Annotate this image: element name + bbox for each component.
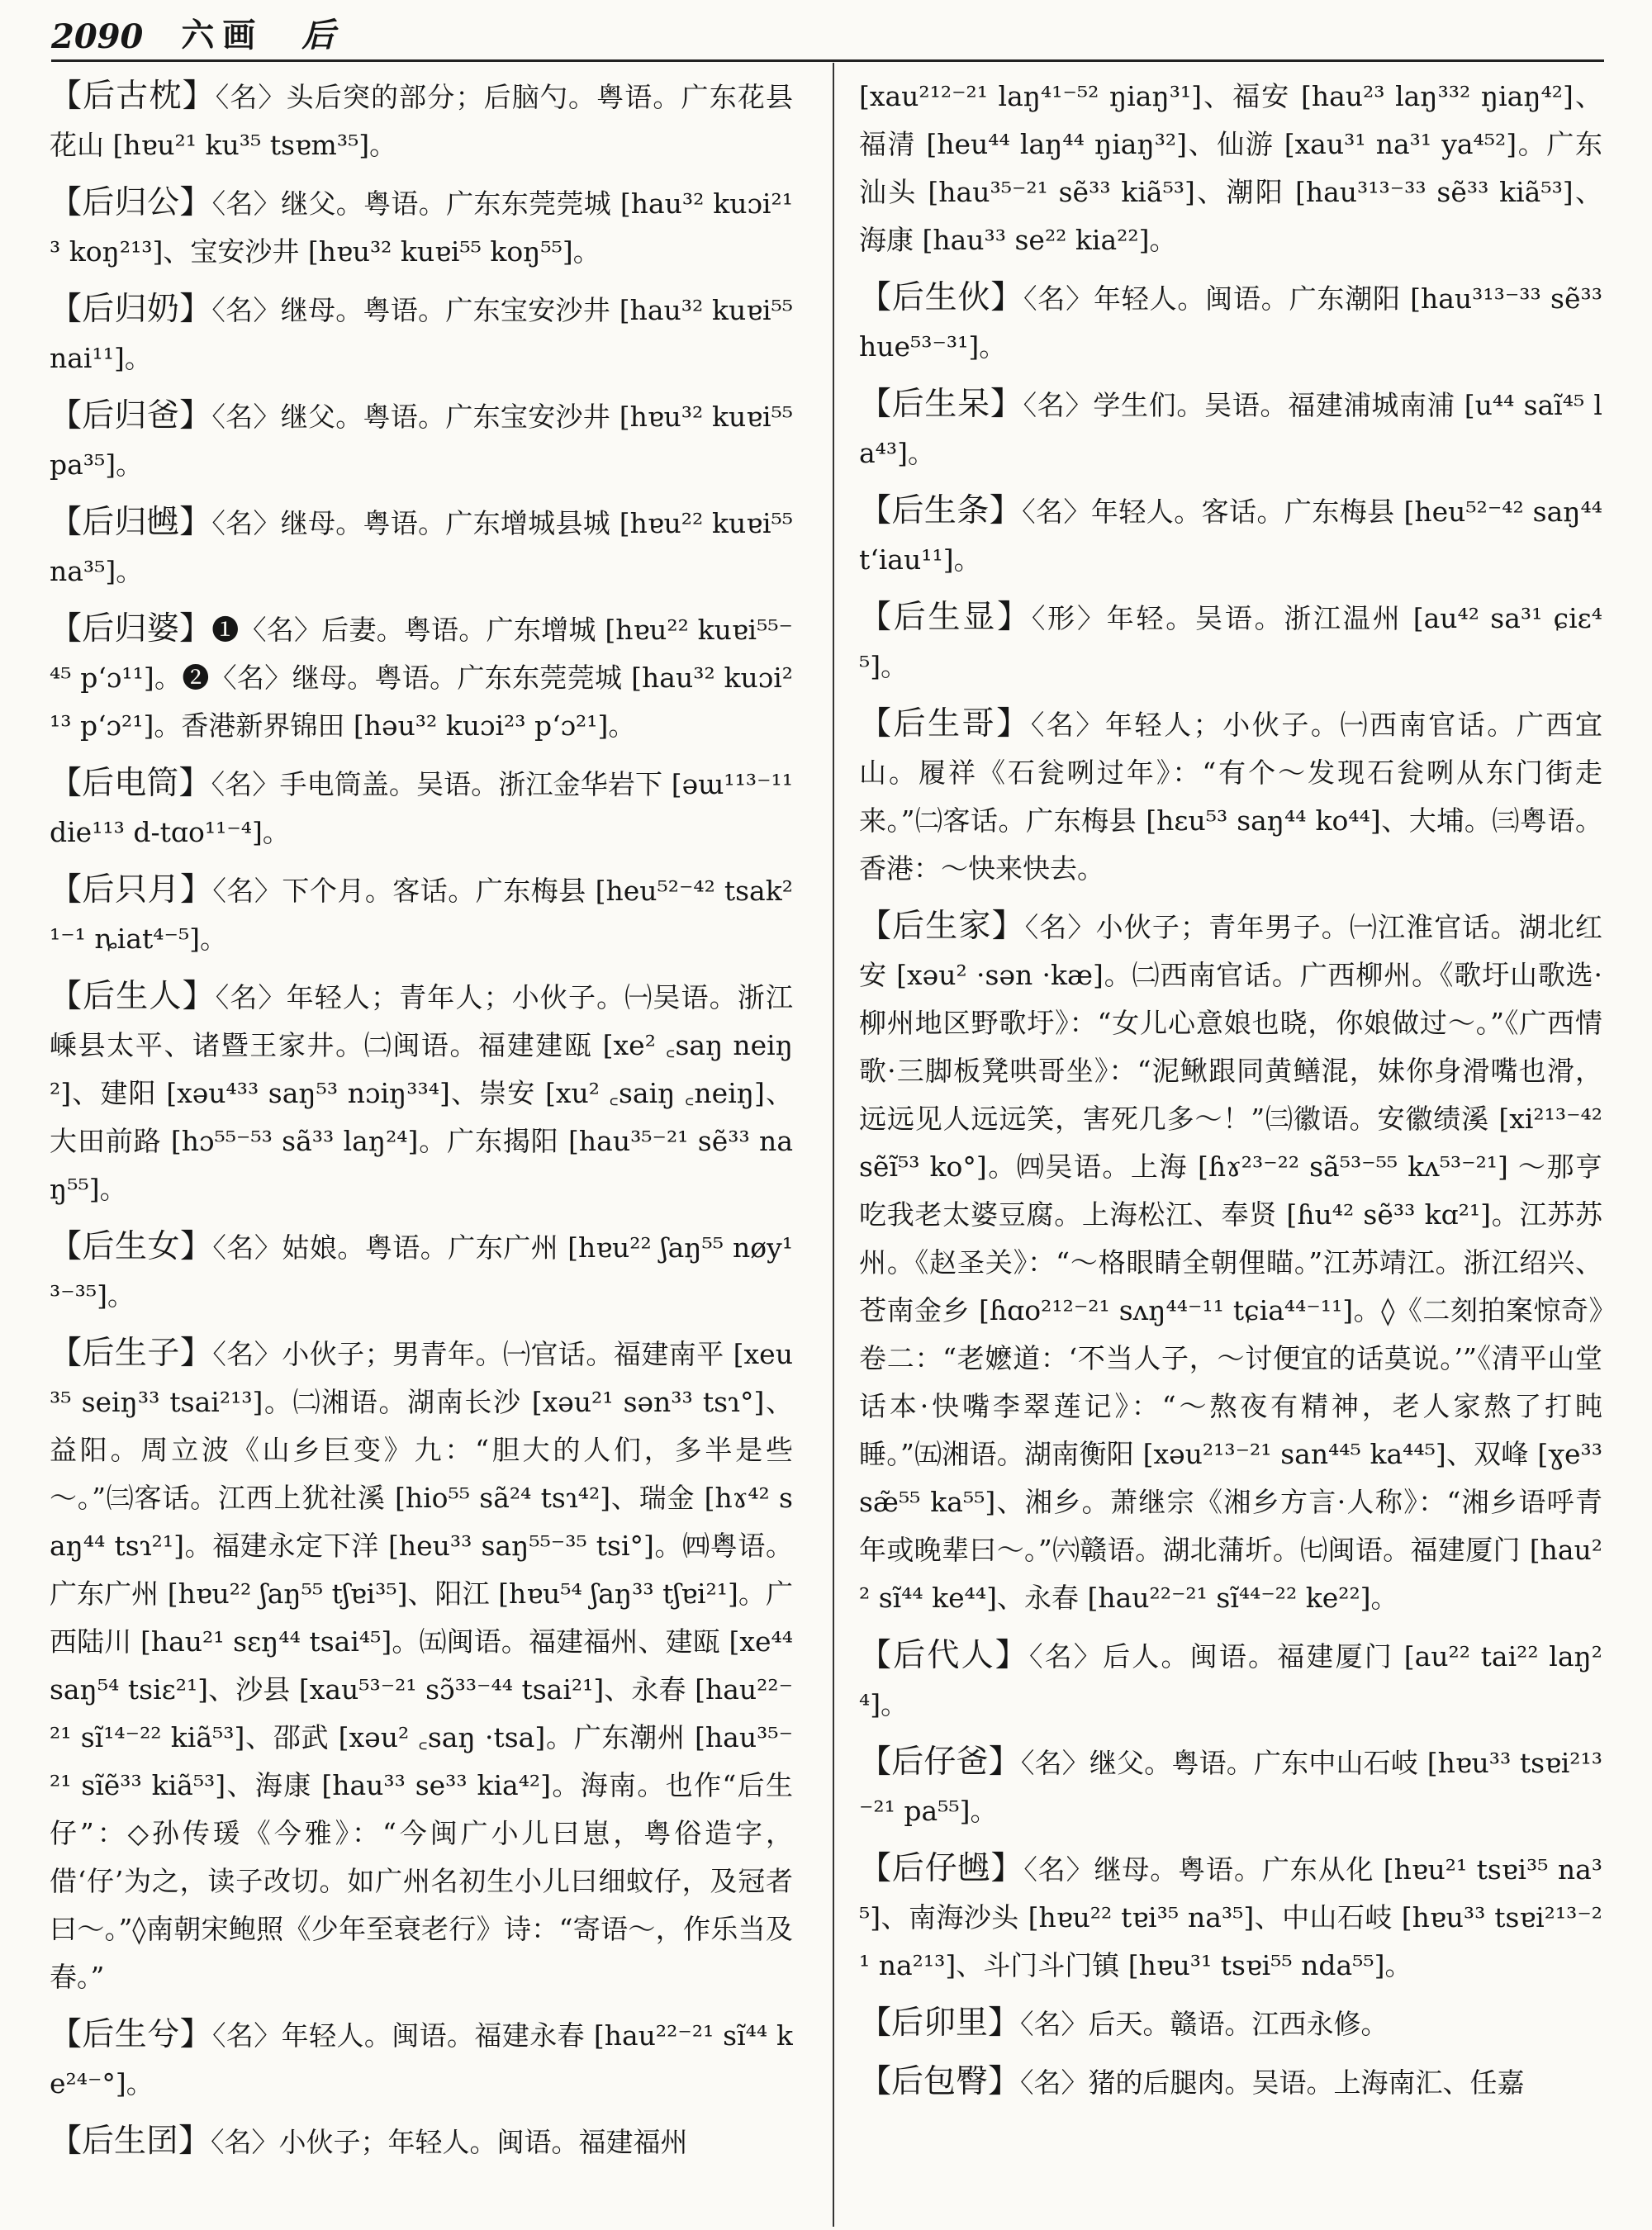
entry-body: 〈名〉后人。闽语。福建厦门 [au²² tai²² laŋ²⁴]。 [859, 1640, 1602, 1720]
entry-headword: 【 后仔爸 】 [859, 1744, 1021, 1781]
entry-body: 〈名〉继母。粤语。广东从化 [hɐu²¹ tsɐi³⁵ na³⁵]、南海沙头 [hɐu²² tɐi³⁵ na³⁵]、中山石岐 [hɐu³³ tsɐi²¹³⁻²¹ na²¹³]、斗门斗门镇 [hɐu³¹ tsɐi⁵⁵ nda⁵⁵]。 [859, 1853, 1602, 1981]
entry-continuation [859, 73, 1602, 264]
dictionary-entry [50, 973, 793, 1213]
entry-body: 〈名〉年轻人；青年人；小伙子。㈠吴语。浙江嵊县太平、诸暨王家井。㈡闽语。福建建瓯 [xe² ꜀saŋ neiŋ²]、建阳 [xəu⁴³³ saŋ⁵³ nɔiŋ³³⁴]、崇安 [xu² ꜀saiŋ ꜀neiŋ]、大田前路 [hɔ⁵⁵⁻⁵³ sã³³ laŋ²⁴]。广东揭阳 [hau³⁵⁻²¹ sẽ³³ naŋ⁵⁵]。 [50, 981, 793, 1205]
right-column [859, 73, 1602, 2220]
dictionary-entry [859, 1739, 1602, 1835]
entry-headword: 【 后生伙 】 [859, 279, 1023, 316]
dictionary-entry [859, 903, 1602, 1622]
dictionary-entry [50, 1223, 793, 1320]
entry-body: 〈名〉继父。粤语。广东中山石岐 [hɐu³³ tsɐi²¹³⁻²¹ pa⁵⁵]。 [859, 1747, 1602, 1827]
entry-body: 〈名〉小伙子；青年男子。㈠江淮官话。湖北红安 [xəu² ·sən ·kæ]。㈡西南官话。广西柳州。《歌圩山歌选·柳州地区野歌圩》：“女儿心意娘也晓，你娘做过～。”《广西情歌·三脚板凳哄哥坐》：“泥鳅跟同黄鳝混，妹你身滑嘴也滑，远远见人远远笑，害死几多～！”㈢徽语。安徽绩溪 [xi²¹³⁻⁴² sẽĩ⁵³ ko°]。㈣吴语。上海 [ɦɤ²³⁻²² sã⁵³⁻⁵⁵ kʌ⁵³⁻²¹] ～那亨吃我老太婆豆腐。上海松江、奉贤 [ɦu⁴² sẽ³³ kɑ²¹]。江苏苏州。《赵圣关》：“～格眼睛全朝俚瞄。”江苏靖江。浙江绍兴、苍南金乡 [ɦɑo²¹²⁻²¹ sʌŋ⁴⁴⁻¹¹ tɕia⁴⁴⁻¹¹]。◊《二刻拍案惊奇》卷二：“老嬷道：‘不当人子，～讨便宜的话莫说。’”《清平山堂话本·快嘴李翠莲记》：“～熬夜有精神，老人家熬了打盹睡。”㈤湘语。湖南衡阳 [xəu²¹³⁻²¹ san⁴⁴⁵ ka⁴⁴⁵]、双峰 [ɣe³³ sæ̃⁵⁵ ka⁵⁵]、湘乡。萧继宗《湘乡方言·人称》：“湘乡语呼青年或晚辈曰～。”㈥赣语。湖北蒲圻。㈦闽语。福建厦门 [hau²² sĩ⁴⁴ ke⁴⁴]、永春 [hau²²⁻²¹ sĩ⁴⁴⁻²² ke²²]。 [859, 911, 1602, 1614]
dictionary-entry [50, 605, 793, 750]
dictionary-entry [50, 2118, 793, 2166]
entry-headword: 【 后生显 】 [859, 599, 1032, 636]
entry-headword: 【 后生呆 】 [859, 386, 1023, 423]
dictionary-entry [50, 392, 793, 489]
dictionary-entry [859, 700, 1602, 893]
dictionary-entry [859, 2000, 1602, 2048]
entry-headword: 【 后生家 】 [859, 908, 1025, 945]
entry-headword: 【 后归奶 】 [50, 291, 211, 328]
entry-body: 〈名〉年轻人；小伙子。㈠西南官话。广西宜山。履祥《石瓮咧过年》：“有个～发现石瓮咧从东门街走来。”㈡客话。广东梅县 [hɛu⁵³ saŋ⁴⁴ ko⁴⁴]、大埔。㈢粤语。香港：～快来快去。 [859, 709, 1602, 885]
entry-body: 〈名〉继母。粤语。广东增城县城 [hɐu²² kuɐi⁵⁵ na³⁵]。 [50, 507, 793, 587]
left-column [50, 73, 793, 2220]
entry-headword: 【 后生囝 】 [50, 2123, 211, 2160]
entry-headword: 【 后生哥 】 [859, 705, 1031, 743]
dictionary-entry [859, 274, 1602, 371]
dictionary-entry [50, 179, 793, 276]
page-number: 2090 [51, 17, 144, 56]
entry-headword: 【 后仔乸 】 [859, 1850, 1023, 1887]
entry-headword: 【 后归乸 】 [50, 504, 211, 541]
entry-headword: 【 后生女 】 [50, 1228, 212, 1265]
entry-headword: 【 后归婆 】 [50, 610, 211, 648]
entry-headword: 【 后代人 】 [859, 1637, 1029, 1674]
entry-body: 〈名〉下个月。客话。广东梅县 [heu⁵²⁻⁴² tsak²¹⁻¹ ȵiat⁴⁻⁵]。 [50, 875, 793, 955]
dictionary-entry [50, 73, 793, 169]
entry-headword: 【 后生条 】 [859, 492, 1022, 529]
dictionary-entry [859, 594, 1602, 690]
entry-headword: 【 后生人 】 [50, 978, 216, 1015]
entry-headword: 【 后古枕 】 [50, 78, 216, 115]
dictionary-entry [50, 1330, 793, 2001]
entry-body: 〈名〉头后突的部分；后脑勺。粤语。广东花县花山 [hɐu²¹ ku³⁵ tsɐm³⁵]。 [50, 81, 793, 161]
dictionary-entry [859, 1845, 1602, 1990]
section-label: 六画 [181, 16, 264, 55]
entry-body: 〈名〉学生们。吴语。福建浦城南浦 [u⁴⁴ saĩ⁴⁵ la⁴³]。 [859, 389, 1602, 469]
entry-body: 〈名〉继母。粤语。广东宝安沙井 [hau³² kuɐi⁵⁵ nai¹¹]。 [50, 294, 793, 374]
dictionary-entry [50, 866, 793, 963]
dictionary-entry [50, 2011, 793, 2108]
dictionary-entry [859, 1632, 1602, 1729]
page-header [51, 8, 1604, 56]
entry-headword: 【 后生子 】 [50, 1335, 212, 1372]
entry-headword: 【 后归公 】 [50, 184, 212, 221]
entry-body: [xau²¹²⁻²¹ laŋ⁴¹⁻⁵² ŋiaŋ³¹]、福安 [hau²³ laŋ³³² ŋiaŋ⁴²]、福清 [heu⁴⁴ laŋ⁴⁴ ŋiaŋ³²]、仙游 [xau³¹ na³¹ ya⁴⁵²]。广东汕头 [hau³⁵⁻²¹ sẽ³³ kiã⁵³]、潮阳 [hau³¹³⁻³³ sẽ³³ kiã⁵³]、海康 [hau³³ se²² kia²²]。 [859, 80, 1602, 256]
column-divider [833, 63, 834, 2227]
dictionary-entry [859, 487, 1602, 584]
entry-headword: 【 后电筒 】 [50, 765, 211, 802]
entry-body: 〈名〉年轻人。客话。广东梅县 [heu⁵²⁻⁴² saŋ⁴⁴ t‘iau¹¹]。 [859, 496, 1602, 576]
entry-body: 〈名〉手电筒盖。吴语。浙江金华岩下 [əɯ¹¹³⁻¹¹ die¹¹³ d-tɑo¹¹⁻⁴]。 [50, 768, 793, 848]
entry-headword: 【 后包臀 】 [859, 2063, 1020, 2100]
entry-headword: 【 后生兮 】 [50, 2016, 212, 2053]
entry-headword: 【 后卯里 】 [859, 2005, 1020, 2042]
dictionary-entry [50, 760, 793, 856]
dictionary-entry [50, 499, 793, 595]
entry-body: 〈名〉年轻人。闽语。广东潮阳 [hau³¹³⁻³³ sẽ³³ hue⁵³⁻³¹]。 [859, 282, 1602, 363]
dictionary-entry [859, 2058, 1602, 2107]
entry-headword: 【 后只月 】 [50, 871, 212, 909]
dictionary-entry [859, 381, 1602, 477]
entry-body: 〈名〉姑娘。粤语。广东广州 [hɐu²² ʃaŋ⁵⁵ nøy¹³⁻³⁵]。 [50, 1231, 793, 1312]
entry-body: 〈名〉继父。粤语。广东东莞莞城 [hau³² kuɔi²¹³ koŋ²¹³]、宝安沙井 [hɐu³² kuɐi⁵⁵ koŋ⁵⁵]。 [50, 187, 793, 268]
head-character: 后 [301, 16, 335, 55]
entry-body: 〈名〉后天。赣语。江西永修。 [1020, 2008, 1389, 2040]
entry-body: 〈名〉小伙子；男青年。㈠官话。福建南平 [xeu³⁵ seiŋ³³ tsai²¹³]。㈡湘语。湖南长沙 [xəu²¹ sən³³ tsɿ°]、益阳。周立波《山乡巨变》九：“胆大的人们，多半是些～。”㈢客话。江西上犹社溪 [hio⁵⁵ sã²⁴ tsɿ⁴²]、瑞金 [hɤ⁴² saŋ⁴⁴ tsɿ²¹]。福建永定下洋 [heu³³ saŋ⁵⁵⁻³⁵ tsi°]。㈣粤语。广东广州 [hɐu²² ʃaŋ⁵⁵ tʃɐi³⁵]、阳江 [hɐu⁵⁴ ʃaŋ³³ tʃɐi²¹]。广西陆川 [hau²¹ sɛŋ⁴⁴ tsai⁴⁵]。㈤闽语。福建福州、建瓯 [xe⁴⁴ saŋ⁵⁴ tsiɛ²¹]、沙县 [xau⁵³⁻²¹ sɔ̃³³⁻⁴⁴ tsai²¹]、永春 [hau²²⁻²¹ sĩ¹⁴⁻²² kiã⁵³]、邵武 [xəu² ꜀saŋ ·tsa]。广东潮州 [hau³⁵⁻²¹ sĩẽ³³ kiã⁵³]、海康 [hau³³ se³³ kia⁴²]。海南。也作“后生仔”：◇孙传瑗《今雅》：“今闽广小儿曰崽，粤俗造字，借‘仔’为之，读子改切。如广州名初生小儿曰细蚊仔，及冠者曰～。”◊南朝宋鲍照《少年至衰老行》诗：“寄语～，作乐当及春。” [50, 1338, 793, 1993]
entry-headword: 【 后归爸 】 [50, 397, 211, 434]
dictionary-entry [50, 286, 793, 382]
entry-body: 〈名〉继父。粤语。广东宝安沙井 [hɐu³² kuɐi⁵⁵ pa³⁵]。 [50, 401, 793, 481]
entry-body: 〈名〉年轻人。闽语。福建永春 [hau²²⁻²¹ sĩ⁴⁴ ke²⁴⁻°]。 [50, 2019, 793, 2100]
entry-body: 〈名〉猪的后腿肉。吴语。上海南汇、任嘉 [1020, 2066, 1525, 2099]
header-rule [51, 59, 1604, 62]
entry-body: ❶〈名〉后妻。粤语。广东增城 [hɐu²² kuɐi⁵⁵⁻⁴⁵ p‘ɔ¹¹]。❷〈名〉继母。粤语。广东东莞莞城 [hau³² kuɔi²¹³ p‘ɔ²¹]。香港新界锦田 [həu³² kuɔi²³ p‘ɔ²¹]。 [50, 614, 793, 742]
entry-body: 〈名〉小伙子；年轻人。闽语。福建福州 [211, 2126, 688, 2158]
entry-body: 〈形〉年轻。吴语。浙江温州 [au⁴² sa³¹ ɕiɛ⁴⁵]。 [859, 602, 1602, 682]
